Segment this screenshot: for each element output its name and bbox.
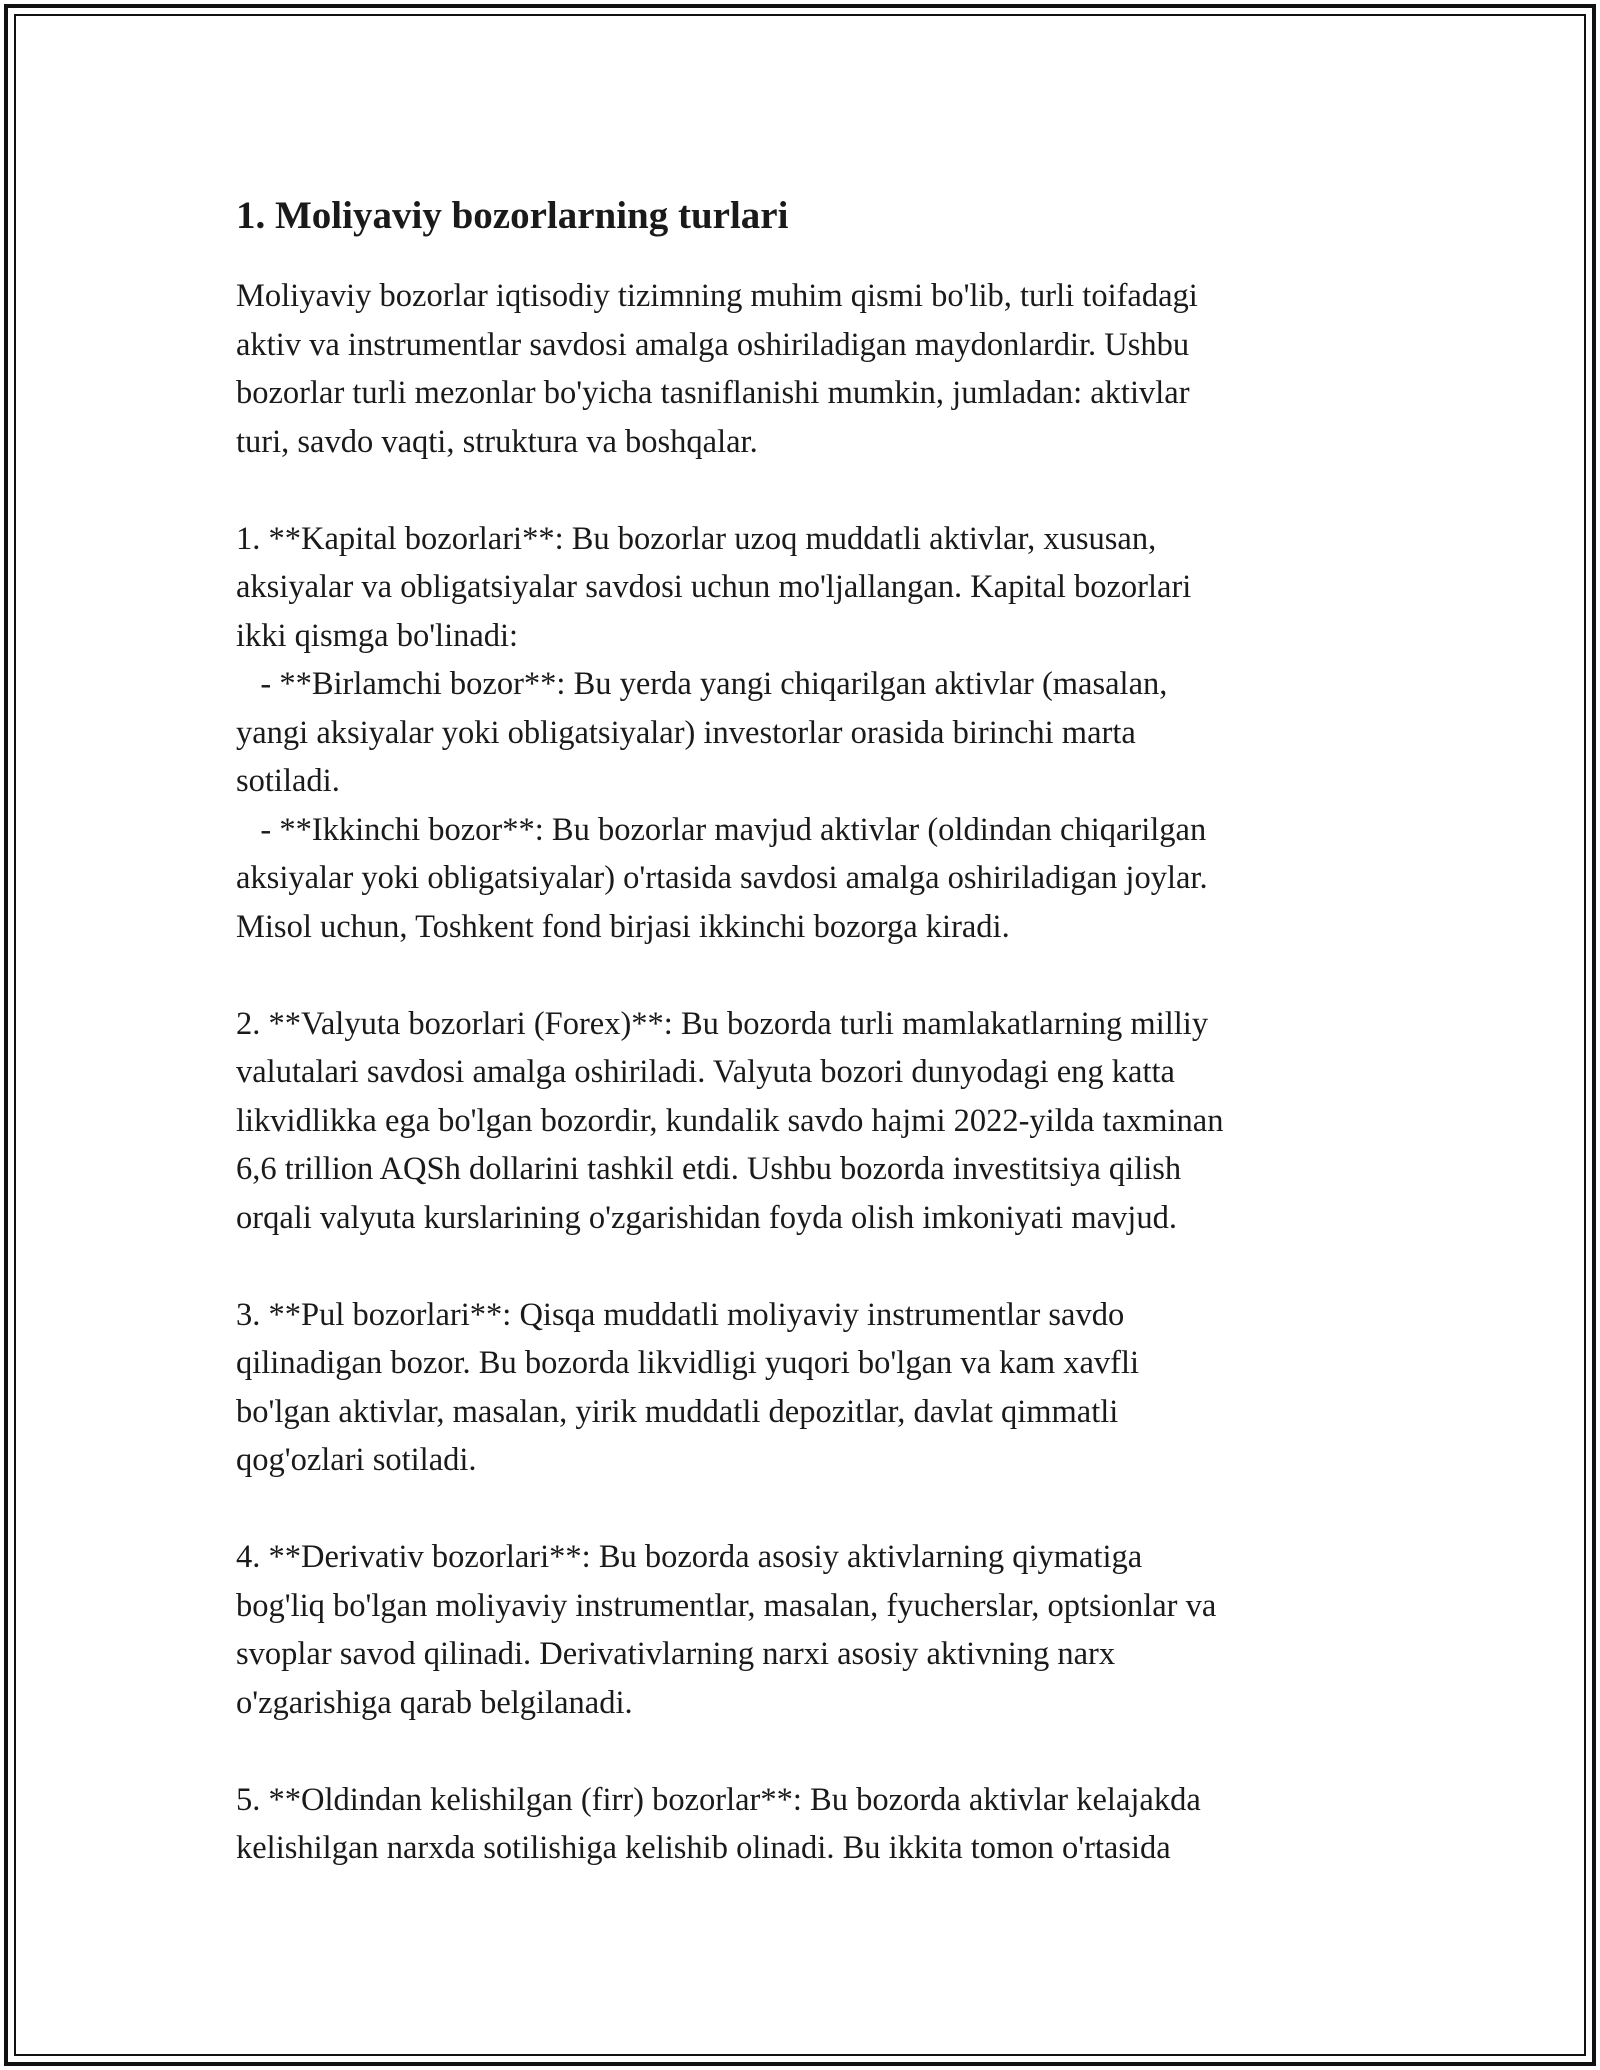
document-page [236,190,1366,1873]
section-heading: 1. Moliyaviy bozorlarning turlari [236,194,789,237]
body-text: Moliyaviy bozorlar iqtisodiy tizimning muhim qismi bo'lib, turli toifadagi aktiv va instrumentlar savdosi amalga oshiriladigan maydonlardir. Ushbu bozorlar turli mezonlar bo'yicha tasniflanishi mumkin, jumladan: aktivlar turi, savdo vaqti, struktura va boshqalar. 1. **Kapital bozorlari**: Bu bozorlar uzoq muddatli aktivlar, xususan, aksiyalar va obligatsiyalar savdosi uchun mo'ljallangan. Kapital bozorlari ikki qismga bo'linadi: - **Birlamchi bozor**: Bu yerda yangi chiqarilgan aktivlar (masalan, yangi aksiyalar yoki obligatsiyalar) investorlar orasida birinchi marta sotiladi. - **Ikkinchi bozor**: Bu bozorlar mavjud aktivlar (oldindan chiqarilgan aksiyalar yoki obligatsiyalar) o'rtasida savdosi amalga oshiriladigan joylar. Misol uchun, Toshkent fond birjasi ikkinchi bozorga kiradi. 2. **Valyuta bozorlari (Forex)**: Bu bozorda turli mamlakatlarning milliy valutalari savdosi amalga oshiriladi. Valyuta bozori dunyodagi eng katta likvidlikka ega bo'lgan bozordir, kundalik savdo hajmi 2022-yilda taxminan 6,6 trillion AQSh dollarini tashkil etdi. Ushbu bozorda investitsiya qilish orqali valyuta kurslarining o'zgarishidan foyda olish imkoniyati mavjud. 3. **Pul bozorlari**: Qisqa muddatli moliyaviy instrumentlar savdo qilinadigan bozor. Bu bozorda likvidligi yuqori bo'lgan va kam xavfli bo'lgan aktivlar, masalan, yirik muddatli depozitlar, davlat qimmatli qog'ozlari sotiladi. 4. **Derivativ bozorlari**: Bu bozorda asosiy aktivlarning qiymatiga bog'liq bo'lgan moliyaviy instrumentlar, masalan, fyucherslar, optsionlar va svoplar savod qilinadi. Derivativlarning narxi asosiy aktivning narx o'zgarishiga qarab belgilanadi. 5. **Oldindan kelishilgan (firr) bozorlar**: Bu bozorda aktivlar kelajakda kelishilgan narxda sotilishiga kelishib olinadi. Bu ikkita tomon o'rtasida [236,278,1224,1866]
